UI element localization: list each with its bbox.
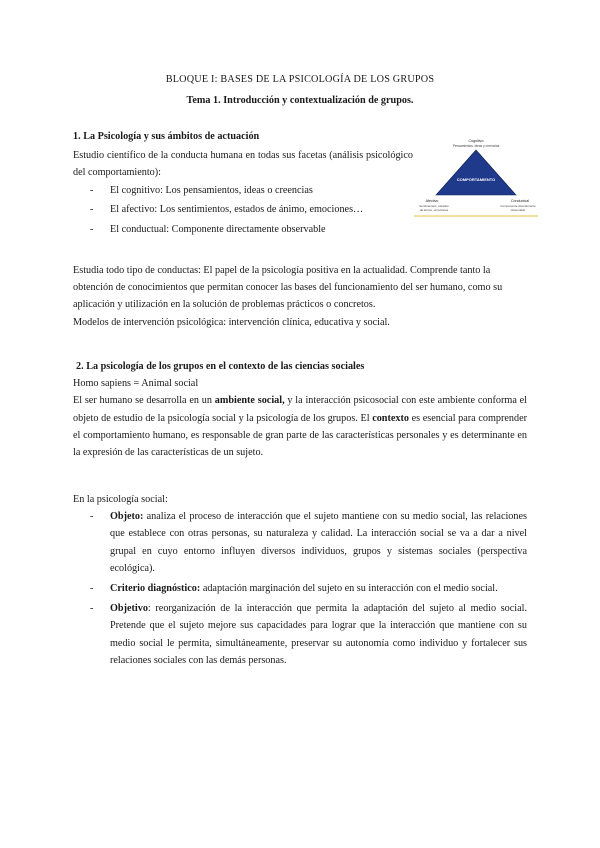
dash-marker: - (90, 224, 94, 236)
intervention-models-text: Modelos de intervención psicológica: intervención clínica, educativa y social. (73, 316, 390, 328)
section-2-paragraph (73, 392, 527, 461)
diagram-left-sub1: Sentimientos, estados (419, 204, 449, 208)
item-term: Criterio diagnóstico: (110, 583, 201, 595)
section-1 (73, 128, 413, 241)
psychology-paragraph (73, 262, 527, 331)
list-item (73, 182, 413, 199)
list-item (73, 508, 527, 577)
text-run: El ser humano se desarrolla en un (73, 395, 215, 407)
dash-marker: - (90, 511, 94, 523)
item-term: Objetivo (110, 603, 148, 615)
dash-marker: - (90, 184, 94, 196)
item-text: : reorganización de la interacción que permita la adaptación del sujeto al medio social. Pretende que el sujeto mejore sus capacidades para lograr que la interacción que mantiene con su medio social le permita, simultáneamente, preservar su autonomía como individuo y fortalecer sus relaciones sociales con las demás personas. (110, 603, 527, 666)
section-1-intro: Estudio científico de la conducta humana en todas sus facetas (análisis psicológico del comportamiento): (73, 150, 413, 179)
item-text: analiza el proceso de interacción que el sujeto mantiene con su medio social, las relaciones que establece con otras personas, su naturaleza y calidad. La interacción social se va a dar a nivel grupal en cuyo entorno influyen diversos individuos, grupos y sistemas sociales (perspectiva ecológica). (110, 511, 527, 574)
section-1-title: 1. La Psicología y sus ámbitos de actuación (73, 131, 260, 142)
facets-list (73, 182, 413, 239)
list-item (73, 201, 413, 218)
list-item-text: El afectivo: Los sentimientos, estados de ánimo, emociones… (110, 204, 364, 216)
item-text: adaptación marginación del sujeto en su interacción con el medio social. (200, 583, 498, 595)
social-psychology-section (73, 491, 527, 672)
section-2-title: 2. La psicología de los grupos en el contexto de las ciencias sociales (76, 361, 365, 372)
list-item (73, 580, 527, 597)
social-psychology-list (73, 508, 527, 669)
list-item-text: El conductual: Componente directamente observable (110, 224, 326, 236)
diagram-center-label: COMPORTAMIENTO (456, 177, 496, 182)
list-item-text: El cognitivo: Los pensamientos, ideas o creencias (110, 184, 313, 196)
list-item (73, 221, 413, 238)
behavior-triangle-diagram (414, 138, 538, 220)
homo-sapiens-line: Homo sapiens = Animal social (73, 378, 199, 390)
dash-marker: - (90, 603, 94, 615)
diagram-right-sub1: Componente directamente (500, 204, 536, 208)
text-run: y la interacción psicosocial con este ambiente conforma el objeto de estudio de la psicología social y la psicología de los grupos. El (73, 395, 527, 424)
diagram-right-sub2: observable (510, 208, 526, 212)
item-term: Objeto: (110, 511, 144, 523)
triangle-shape (436, 150, 516, 195)
bold-term: ambiente social, (214, 395, 285, 407)
social-psychology-intro: En la psicología social: (73, 494, 168, 505)
dash-marker: - (90, 583, 94, 595)
text-run: es esencial para comprender el comportamiento humano, es responsable de gran parte de las características personales y es determinante en la expresión de las características de un sujeto. (73, 412, 527, 459)
diagram-top-sub: Pensamientos, ideas y creencias (452, 144, 500, 148)
diagram-top-title: Cognitivo (468, 139, 484, 143)
bold-term: contexto (372, 412, 409, 424)
section-2 (73, 358, 527, 461)
document-header: BLOQUE I: BASES DE LA PSICOLOGÍA DE LOS GRUPOS (165, 74, 435, 85)
diagram-left-sub2: de ánimo, emociones (419, 208, 449, 212)
positive-psychology-text: Estudia todo tipo de conductas: El papel de la psicología positiva en la actualidad. Comprende tanto la obtención de conocimientos que permitan conocer las bases del funcionamiento del ser humano, como su aplicación y utilización en la solución de problemas prácticos o concretos. (73, 265, 503, 311)
document-subtitle: Tema 1. Introducción y contextualización de grupos. (186, 95, 414, 106)
diagram-left-title: Afectivo (425, 199, 439, 203)
dash-marker: - (90, 204, 94, 216)
list-item (73, 600, 527, 669)
diagram-right-title: Conductual (510, 199, 530, 203)
